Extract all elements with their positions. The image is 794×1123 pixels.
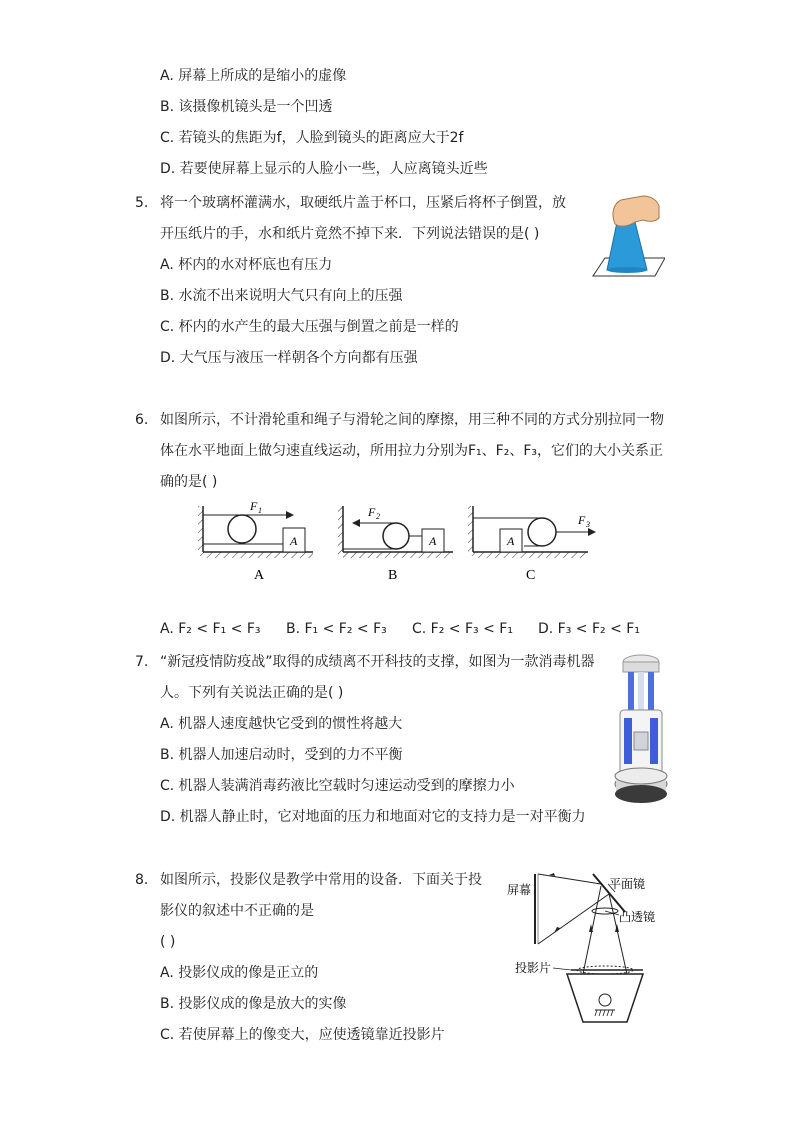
q7-option-c: C. 机器人装满消毒药液比空载时匀速运动受到的摩擦力小 [160,778,515,794]
f3-label: F [578,513,586,527]
pulley-figure-c [468,506,596,583]
screen-label: 屏幕 [507,883,532,897]
q8-stem-line1: 如图所示，投影仪是教学中常用的设备．下面关于投 [160,872,482,888]
q5-stem-line1: 将一个玻璃杯灌满水，取硬纸片盖于杯口，压紧后将杯子倒置，放 [160,195,566,211]
figure-c-caption: C [526,568,536,583]
q5-option-d: D. 大气压与液压一样朝各个方向都有压强 [160,350,418,366]
q8-option-b: B. 投影仪成的像是放大的实像 [160,996,347,1012]
f1-subscript: 1 [258,506,262,515]
q8-option-c: C. 若使屏幕上的像变大，应使透镜靠近投影片 [160,1027,445,1043]
pulley-figure-a [198,499,313,583]
q6-stem-line3: 确的是( ) [160,474,218,490]
q5-number: 5. [135,195,149,211]
cup-of-water [607,222,647,270]
hand-icon [613,196,659,226]
q5-option-c: C. 杯内的水产生的最大压强与倒置之前是一样的 [160,319,459,335]
inverted-cup-figure [585,192,665,287]
q6-stem-line2: 体在水平地面上做匀速直线运动，所用拉力分别为F₁、F₂、F₃，它们的大小关系正 [160,443,663,459]
q4-option-b: B. 该摄像机镜头是一个凹透 [160,99,333,115]
block-a-label: A [290,534,298,548]
f2-label: F [368,505,376,519]
q7-stem-line2: 人。下列有关说法正确的是( ) [160,685,344,701]
mirror-label: 平面镜 [609,877,646,891]
q7-stem-line1: “新冠疫情防疫战”取得的成绩离不开科技的支撑，如图为一款消毒机器 [160,654,595,670]
figure-a-caption: A [254,568,265,583]
q4-option-a: A. 屏幕上所成的是缩小的虚像 [160,68,347,84]
q8-stem-line3: ( ) [160,934,176,950]
f1-label: F [250,499,258,513]
lamp-icon [599,994,611,1006]
pulley-figure-b [338,505,453,583]
q8-option-a: A. 投影仪成的像是正立的 [160,965,319,981]
pulley-figures [190,498,610,588]
q5-option-a: A. 杯内的水对杯底也有压力 [160,257,333,273]
figure-b-caption: B [388,568,398,583]
lens-label: 凸透镜 [619,910,656,924]
q4-option-c: C. 若镜头的焦距为f，人脸到镜头的距离应大于2f [160,130,464,146]
q7-option-d: D. 机器人静止时，它对地面的压力和地面对它的支持力是一对平衡力 [160,809,586,825]
cup-rim [607,267,647,273]
q7-option-a: A. 机器人速度越快它受到的惯性将越大 [160,716,403,732]
disinfection-robot-figure [612,652,670,807]
f2-subscript: 2 [376,512,380,521]
projector-figure [505,862,675,1027]
slide-label: 投影片 [515,961,552,975]
q7-number: 7. [135,654,149,670]
block-b-label: A [429,534,437,548]
q8-stem-line2: 影仪的叙述中不正确的是 [160,903,314,919]
f3-subscript: 3 [586,520,590,529]
q8-number: 8. [135,872,149,888]
q6-option-a: A. F₂ < F₁ < F₃ [160,621,261,637]
q7-option-b: B. 机器人加速启动时，受到的力不平衡 [160,747,403,763]
block-c-label: A [507,534,515,548]
q4-option-d: D. 若要使屏幕上显示的人脸小一些，人应离镜头近些 [160,161,488,177]
q6-option-c: C. F₂ < F₃ < F₁ [412,621,513,637]
q6-option-b: B. F₁ < F₂ < F₃ [286,621,387,637]
q6-stem-line1: 如图所示，不计滑轮重和绳子与滑轮之间的摩擦，用三种不同的方式分别拉同一物 [160,412,664,428]
q5-option-b: B. 水流不出来说明大气只有向上的压强 [160,288,403,304]
q6-option-d: D. F₃ < F₂ < F₁ [538,621,640,637]
q6-number: 6. [135,412,149,428]
q5-stem-line2: 开压纸片的手，水和纸片竟然不掉下来．下列说法错误的是( ) [160,226,540,242]
